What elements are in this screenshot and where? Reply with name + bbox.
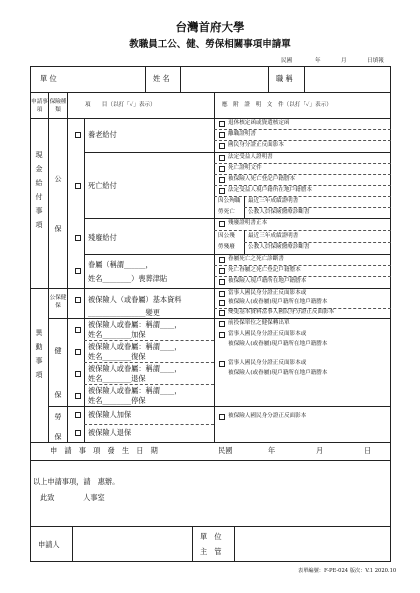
doc-checkbox[interactable]: [219, 143, 225, 149]
doc-checkbox[interactable]: [219, 361, 225, 367]
item-funeral-1: 眷屬（稱謂______，: [88, 260, 153, 269]
section-public-ins-2: 保: [54, 225, 62, 233]
col-apply-item: 申請事項: [31, 99, 48, 113]
unit-head-label-1: 單 位: [200, 532, 222, 541]
change-data-checkbox[interactable]: [75, 297, 81, 303]
disability-sub-label-2: 勞殘廢: [218, 244, 235, 250]
item-funeral-2: 姓名________）喪葬津貼: [88, 274, 168, 283]
col-insurance-type: 保險種類: [49, 99, 67, 113]
doc-disability-sub-1: 最近三年成績證明書: [248, 233, 299, 239]
doc-retire-1: 退休核定函或資遣核定函: [228, 120, 290, 126]
health-suspend-checkbox[interactable]: [75, 393, 81, 399]
item-change-data-2: ________________變更: [88, 308, 160, 317]
applicant-signature-field[interactable]: [73, 527, 191, 561]
doc-health-1: 前投保單位之健保轉出單: [228, 320, 290, 326]
occurrence-date-day: 日: [364, 446, 372, 455]
doc-checkbox[interactable]: [219, 155, 225, 161]
item-health-resume-2: 姓名________復保: [88, 352, 146, 361]
doc-health-6: 被保險人(或眷屬)現戶籍所在地戶籍謄本: [228, 370, 328, 376]
col-docs: 應 附 證 明 文 件（以打「✓」表示）: [222, 102, 332, 108]
occurrence-date-month: 月: [316, 446, 324, 455]
doc-labor-1: 被保險人國民身分證正反面影本: [228, 413, 307, 419]
unit-head-label-2: 主 管: [200, 547, 222, 556]
doc-death-1: 法定受益人證明書: [228, 154, 273, 160]
labor-withdraw-checkbox[interactable]: [75, 430, 81, 436]
doc-checkbox[interactable]: [219, 121, 225, 127]
doc-change-1: 當事人國民身分證正反面影本或: [228, 290, 307, 296]
section-labor-1: 勞: [54, 413, 62, 421]
section-cash-benefit: 現金給付事項: [35, 151, 43, 229]
name-field[interactable]: [181, 67, 267, 91]
item-health-resume-1: 被保險人或眷屬：稱謂____，: [88, 342, 182, 351]
funeral-checkbox[interactable]: [75, 268, 81, 274]
occurrence-date-label: 申 請 事 項 發 生 日 期: [50, 446, 158, 455]
doc-disability-sub-2: 公教人員保險醫療診斷書: [248, 244, 310, 250]
item-labor-withdraw: 被保險人退保: [88, 428, 132, 437]
labor-add-checkbox[interactable]: [75, 412, 81, 418]
form-number: 表單編號：F-PE-024 版次：V.1 2020.10: [298, 568, 397, 574]
doc-funeral-2: 死亡眷屬之死亡登記戶籍謄本: [228, 267, 301, 273]
doc-checkbox[interactable]: [219, 279, 225, 285]
item-death: 死亡給付: [88, 181, 117, 190]
job-title-field[interactable]: [305, 67, 390, 91]
unit-head-signature-field[interactable]: [235, 527, 390, 561]
doc-checkbox[interactable]: [219, 414, 225, 420]
section-public-health: 公保健保: [49, 295, 67, 309]
doc-retire-2: 離職證明書: [228, 131, 256, 137]
doc-checkbox[interactable]: [219, 268, 225, 274]
item-health-suspend-2: 姓名________停保: [88, 396, 146, 405]
health-resume-checkbox[interactable]: [75, 349, 81, 355]
death-checkbox[interactable]: [75, 183, 81, 189]
item-health-withdraw-1: 被保險人或眷屬：稱謂____，: [88, 364, 182, 373]
item-retire: 養老給付: [88, 130, 117, 139]
item-health-add-1: 被保險人或眷屬：稱謂____，: [88, 320, 182, 329]
death-sub-label-1: 因公殉職: [218, 198, 241, 204]
section-change-items: 異動事項: [35, 329, 43, 379]
doc-checkbox[interactable]: [219, 221, 225, 227]
doc-checkbox[interactable]: [219, 300, 225, 306]
occurrence-date-prefix: 民國: [218, 446, 233, 455]
section-public-ins-1: 公: [54, 175, 62, 183]
doc-health-3: 被保險人(或眷屬)現戶籍所在地戶籍謄本: [228, 341, 328, 347]
fill-date-year: 年: [315, 58, 321, 64]
section-health-2: 保: [54, 391, 62, 399]
doc-checkbox[interactable]: [219, 188, 225, 194]
health-withdraw-checkbox[interactable]: [75, 371, 81, 377]
doc-change-2: 被保險人(或眷屬)現戶籍所在地戶籍謄本: [228, 299, 328, 305]
doc-checkbox[interactable]: [219, 332, 225, 338]
item-change-data-1: 被保險人（或眷屬）基本資料: [88, 295, 182, 304]
occurrence-date-field[interactable]: [235, 443, 390, 459]
section-labor-2: 保: [54, 433, 62, 441]
item-health-suspend-1: 被保險人或眷屬：稱謂____，: [88, 386, 182, 395]
col-item: 項 目（以打「✓」表示）: [85, 102, 156, 108]
fill-date-prefix: 民國: [281, 58, 293, 64]
doc-death-sub-1: 最近三年成績證明書: [248, 198, 299, 204]
disability-sub-label-1: 因公殘: [218, 233, 235, 239]
doc-death-sub-2: 公教人員保險醫療診斷書: [248, 209, 310, 215]
doc-checkbox[interactable]: [219, 166, 225, 172]
doc-death-3: 被保險人死亡登記戶籍謄本: [228, 176, 296, 182]
doc-checkbox[interactable]: [219, 132, 225, 138]
doc-change-3: 變更基本資料當事人國民身分證正反面影本: [228, 309, 335, 315]
fill-date-day: 日填報: [367, 58, 384, 64]
applicant-label: 申請人: [38, 540, 60, 549]
occurrence-date-year: 年: [268, 446, 276, 455]
doc-checkbox[interactable]: [219, 310, 225, 316]
doc-funeral-1: 眷屬死亡之死亡診斷書: [228, 256, 284, 262]
unit-label: 單 位: [40, 74, 57, 83]
doc-health-5: 當事人國民身分證正反面影本或: [228, 360, 307, 366]
name-label: 姓 名: [153, 74, 170, 83]
doc-disability-1: 殘廢證明書正本: [228, 220, 268, 226]
page-subtitle: 教職員工公、健、勞保相關事項申請單: [129, 39, 291, 50]
fill-date-month: 月: [341, 58, 347, 64]
item-disability: 殘廢給付: [88, 233, 117, 242]
page-title: 台灣首府大學: [175, 20, 245, 34]
doc-health-2: 當事人國民身分證正反面影本或: [228, 331, 307, 337]
doc-checkbox[interactable]: [219, 177, 225, 183]
job-title-label: 職 稱: [276, 74, 293, 83]
doc-funeral-3: 被保險人現戶籍所在地戶籍謄本: [228, 278, 307, 284]
death-sub-label-2: 勞死亡: [218, 209, 235, 215]
retire-checkbox[interactable]: [75, 132, 81, 138]
health-add-checkbox[interactable]: [75, 327, 81, 333]
closing-line-1: 以上申請事項，請 惠辦。: [33, 477, 120, 486]
doc-death-2: 死亡證明文件: [228, 165, 262, 171]
item-health-withdraw-2: 姓名________退保: [88, 374, 146, 383]
item-health-add-2: 姓名________加保: [88, 330, 146, 339]
doc-checkbox[interactable]: [219, 291, 225, 297]
doc-death-4: 法定受益人現戶籍所在地戶籍謄本: [228, 187, 312, 193]
doc-checkbox[interactable]: [219, 321, 225, 327]
closing-line-2: 此致 人事室: [40, 493, 105, 502]
unit-field[interactable]: [80, 67, 144, 91]
doc-checkbox[interactable]: [219, 257, 225, 263]
item-labor-add: 被保險人加保: [88, 410, 132, 419]
doc-retire-3: 國民身分證正反面影本: [228, 142, 284, 148]
section-health-1: 健: [54, 347, 62, 355]
disability-checkbox[interactable]: [75, 235, 81, 241]
